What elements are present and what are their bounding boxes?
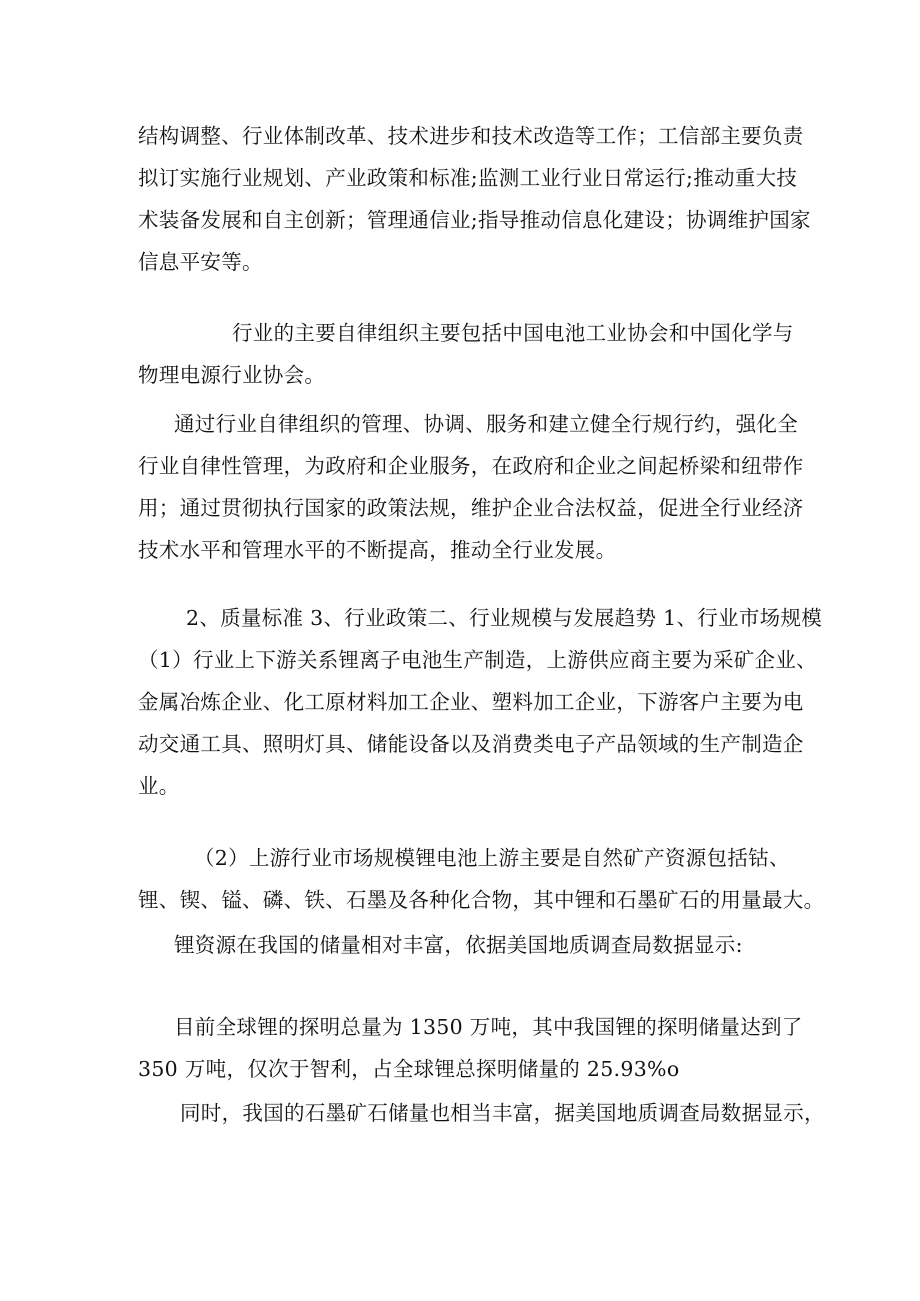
paragraph-line: 行业的主要自律组织主要包括中国电池工业协会和中国化学与 <box>232 321 794 345</box>
paragraph-line: 2、质量标准 3、行业政策二、行业规模与发展趋势 1、行业市场规模 <box>186 606 823 630</box>
paragraph-6 <box>138 924 788 966</box>
paragraph-line: 结构调整、行业体制改革、技术进步和技术改造等工作；工信部主要负责 <box>138 124 804 148</box>
paragraph-line: 物理电源行业协会。 <box>138 363 326 387</box>
paragraph-line: 350 万吨，仅次于智利，占全球锂总探明储量的 25.93%o <box>138 1057 680 1081</box>
paragraph-7 <box>138 1006 803 1090</box>
paragraph-line: 技术水平和管理水平的不断提高，推动全行业发展。 <box>138 538 617 562</box>
paragraph-line: 锂、锲、镒、磷、铁、石墨及各种化合物，其中锂和石墨矿石的用量最大。 <box>138 888 825 912</box>
paragraph-5 <box>138 837 825 921</box>
paragraph-3 <box>138 403 804 571</box>
paragraph-line: 通过行业自律组织的管理、协调、服务和建立健全行规行约，强化全 <box>174 412 798 436</box>
paragraph-4 <box>138 597 823 807</box>
paragraph-line: 锂资源在我国的储量相对丰富，依据美国地质调查局数据显示: <box>174 933 743 957</box>
paragraph-1 <box>138 115 811 283</box>
paragraph-line: 目前全球锂的探明总量为 1350 万吨，其中我国锂的探明储量达到了 <box>174 1015 803 1039</box>
paragraph-2 <box>138 312 794 396</box>
paragraph-line: 信息平安等。 <box>138 250 263 274</box>
paragraph-line: 行业自律性管理，为政府和企业服务，在政府和企业之间起桥梁和纽带作 <box>138 454 804 478</box>
paragraph-line: 用；通过贯彻执行国家的政策法规，维护企业合法权益，促进全行业经济 <box>138 496 804 520</box>
paragraph-line: 拟订实施行业规划、产业政策和标准;监测工业行业日常运行;推动重大技 <box>138 166 798 190</box>
paragraph-line: 金属冶炼企业、化工原材料加工企业、塑料加工企业，下游客户主要为电 <box>138 690 804 714</box>
paragraph-line: 同时，我国的石墨矿石储量也相当丰富，据美国地质调查局数据显示， <box>180 1101 825 1125</box>
paragraph-line: 业。 <box>138 774 180 798</box>
paragraph-line: 动交通工具、照明灯具、储能设备以及消费类电子产品领域的生产制造企 <box>138 732 804 756</box>
paragraph-8 <box>138 1092 825 1134</box>
paragraph-line: 术装备发展和自主创新；管理通信业;指导推动信息化建设；协调维护国家 <box>138 208 811 232</box>
paragraph-line: （1）行业上下游关系锂离子电池生产制造，上游供应商主要为采矿企业、 <box>138 648 817 672</box>
paragraph-line: （2）上游行业市场规模锂电池上游主要是自然矿产资源包括钴、 <box>194 846 790 870</box>
